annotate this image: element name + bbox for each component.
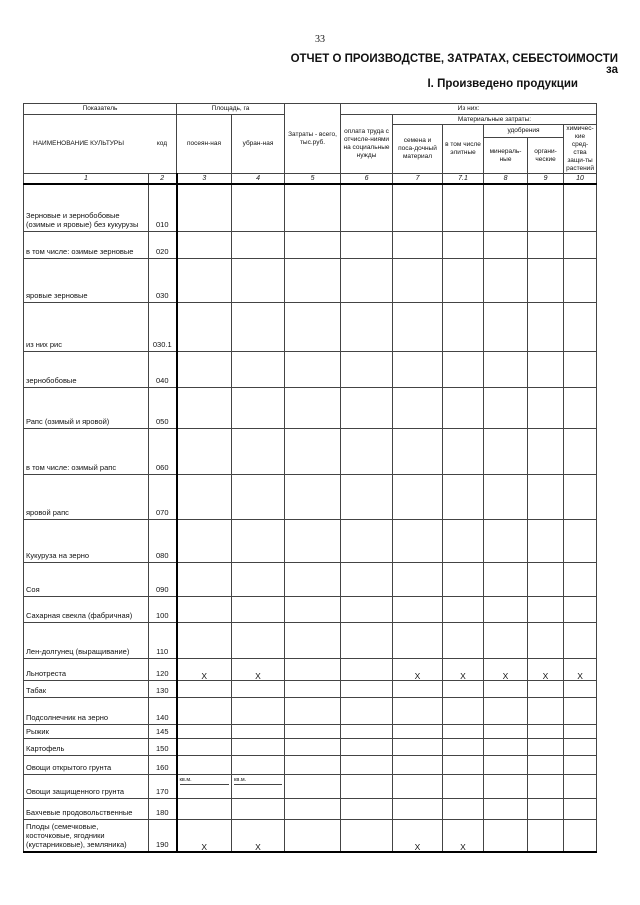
data-entry-cell[interactable] — [285, 774, 341, 798]
row-code-cell: 040 — [149, 351, 177, 387]
data-entry-cell[interactable] — [443, 428, 484, 474]
data-entry-cell[interactable] — [341, 474, 393, 519]
data-entry-cell[interactable] — [528, 680, 564, 697]
row-code-cell: 070 — [149, 474, 177, 519]
data-entry-cell[interactable] — [528, 755, 564, 774]
table-row — [24, 680, 597, 697]
data-entry-cell[interactable] — [528, 387, 564, 428]
data-entry-cell[interactable] — [443, 596, 484, 622]
data-entry-cell[interactable] — [393, 351, 443, 387]
data-entry-cell[interactable] — [484, 724, 528, 738]
data-entry-cell[interactable] — [484, 798, 528, 819]
data-entry-cell[interactable] — [232, 697, 285, 724]
crop-name-cell: в том числе: озимый рапс — [24, 428, 149, 474]
x-mark-cell[interactable]: X — [484, 658, 528, 680]
data-entry-cell[interactable] — [564, 428, 597, 474]
data-entry-cell[interactable] — [232, 680, 285, 697]
table-row — [24, 302, 597, 351]
row-code-cell: 120 — [149, 658, 177, 680]
x-mark-cell[interactable]: X — [232, 658, 285, 680]
row-code-cell: 060 — [149, 428, 177, 474]
header-area: Площадь, га — [177, 104, 285, 115]
data-entry-cell[interactable] — [232, 231, 285, 258]
production-table — [23, 103, 597, 853]
data-entry-cell[interactable] — [443, 258, 484, 302]
table-row — [24, 738, 597, 755]
header-incl-elite: в том числе элитные — [443, 125, 484, 174]
data-entry-cell[interactable] — [285, 738, 341, 755]
data-entry-cell[interactable] — [484, 596, 528, 622]
data-entry-cell[interactable] — [484, 738, 528, 755]
data-entry-cell[interactable] — [177, 519, 232, 562]
unit-label: кв.м. — [234, 775, 282, 785]
x-mark-cell[interactable]: X — [443, 819, 484, 852]
table-row — [24, 387, 597, 428]
table-row — [24, 351, 597, 387]
data-entry-cell[interactable] — [443, 231, 484, 258]
data-entry-cell[interactable] — [484, 351, 528, 387]
header-seeds: семена и поса-дочный материал — [393, 125, 443, 174]
crop-name-cell: Рапс (озимый и яровой) — [24, 387, 149, 428]
data-entry-cell[interactable] — [484, 755, 528, 774]
crop-name-cell: Сахарная свекла (фабричная) — [24, 596, 149, 622]
header-chemical: химичес-кие сред-ства защи-ты растений — [564, 125, 597, 174]
data-entry-cell[interactable] — [564, 774, 597, 798]
data-entry-cell[interactable] — [564, 697, 597, 724]
data-entry-cell[interactable] — [341, 724, 393, 738]
data-entry-cell[interactable] — [564, 258, 597, 302]
data-entry-cell[interactable] — [232, 622, 285, 658]
data-entry-cell[interactable] — [528, 596, 564, 622]
data-entry-cell[interactable] — [177, 351, 232, 387]
row-code-cell: 170 — [149, 774, 177, 798]
column-number-11: 10 — [564, 174, 597, 185]
data-entry-cell[interactable] — [393, 774, 443, 798]
data-entry-cell[interactable] — [528, 562, 564, 596]
data-entry-cell[interactable] — [484, 428, 528, 474]
data-entry-cell[interactable] — [393, 697, 443, 724]
data-entry-cell[interactable] — [341, 798, 393, 819]
data-entry-cell[interactable] — [177, 474, 232, 519]
data-entry-cell[interactable] — [232, 428, 285, 474]
row-code-cell: 190 — [149, 819, 177, 852]
data-entry-cell[interactable] — [341, 680, 393, 697]
data-entry-cell[interactable] — [341, 258, 393, 302]
data-entry-cell[interactable] — [285, 474, 341, 519]
data-entry-cell[interactable] — [484, 231, 528, 258]
header-sown: посеян-ная — [177, 115, 232, 174]
table-row — [24, 658, 597, 680]
data-entry-cell[interactable] — [393, 755, 443, 774]
crop-name-cell: Зерновые и зернобобовые (озимые и яровые) без кукурузы — [24, 184, 149, 231]
x-mark-cell[interactable]: X — [393, 658, 443, 680]
table-row — [24, 724, 597, 738]
x-mark-cell[interactable]: X — [177, 819, 232, 852]
data-entry-cell[interactable] — [341, 819, 393, 852]
header-costs-total: Затраты - всего, тыс.руб. — [285, 104, 341, 174]
header-fertilizers: удобрения — [484, 125, 564, 138]
crop-name-cell: Картофель — [24, 738, 149, 755]
row-code-cell: 030 — [149, 258, 177, 302]
data-entry-cell[interactable] — [484, 819, 528, 852]
data-entry-cell[interactable] — [528, 258, 564, 302]
data-entry-cell[interactable] — [393, 622, 443, 658]
data-entry-cell[interactable] — [484, 562, 528, 596]
column-number-5: 5 — [285, 174, 341, 185]
data-entry-cell[interactable] — [393, 562, 443, 596]
header-indicator: Показатель — [24, 104, 177, 115]
data-entry-cell[interactable] — [285, 798, 341, 819]
data-entry-cell[interactable] — [177, 680, 232, 697]
crop-name-cell: яровой рапс — [24, 474, 149, 519]
data-entry-cell[interactable] — [285, 184, 341, 231]
data-entry-cell[interactable] — [484, 474, 528, 519]
data-entry-cell[interactable] — [285, 302, 341, 351]
data-entry-cell[interactable] — [393, 302, 443, 351]
row-code-cell: 080 — [149, 519, 177, 562]
data-entry-cell[interactable] — [341, 622, 393, 658]
row-code-cell: 090 — [149, 562, 177, 596]
page-number: 33 — [315, 34, 325, 45]
data-entry-cell[interactable] — [564, 184, 597, 231]
row-code-cell: 020 — [149, 231, 177, 258]
data-entry-cell[interactable] — [285, 819, 341, 852]
table-row — [24, 474, 597, 519]
header-organic: органи-ческие — [528, 138, 564, 174]
data-entry-cell[interactable] — [484, 774, 528, 798]
data-entry-cell[interactable] — [443, 184, 484, 231]
row-code-cell: 050 — [149, 387, 177, 428]
data-entry-cell[interactable] — [484, 680, 528, 697]
data-entry-cell[interactable] — [341, 774, 393, 798]
data-entry-cell[interactable] — [393, 680, 443, 697]
row-code-cell: 010 — [149, 184, 177, 231]
data-entry-cell[interactable] — [341, 302, 393, 351]
data-entry-cell[interactable] — [528, 798, 564, 819]
data-entry-cell[interactable] — [232, 387, 285, 428]
data-entry-cell[interactable] — [232, 738, 285, 755]
data-entry-cell[interactable] — [528, 774, 564, 798]
data-entry-cell[interactable] — [484, 302, 528, 351]
column-number-row — [24, 174, 597, 185]
data-entry-cell[interactable] — [564, 562, 597, 596]
data-entry-cell[interactable] — [177, 724, 232, 738]
data-entry-cell[interactable] — [232, 184, 285, 231]
data-entry-cell[interactable] — [564, 474, 597, 519]
data-entry-cell[interactable] — [564, 755, 597, 774]
table-row — [24, 231, 597, 258]
crop-name-cell: Овощи открытого грунта — [24, 755, 149, 774]
header-mineral: минераль-ные — [484, 138, 528, 174]
column-number-10: 9 — [528, 174, 564, 185]
data-entry-cell[interactable] — [285, 680, 341, 697]
data-entry-cell[interactable] — [232, 258, 285, 302]
data-entry-cell[interactable] — [528, 184, 564, 231]
data-entry-cell[interactable] — [285, 697, 341, 724]
unit-label: кв.м. — [180, 775, 230, 785]
table-row — [24, 622, 597, 658]
crop-name-cell: зернобобовые — [24, 351, 149, 387]
data-entry-cell[interactable] — [285, 428, 341, 474]
x-mark-cell[interactable]: X — [177, 658, 232, 680]
data-entry-cell[interactable] — [564, 519, 597, 562]
column-number-7: 7 — [393, 174, 443, 185]
table-row — [24, 697, 597, 724]
data-entry-cell[interactable] — [177, 231, 232, 258]
data-entry-cell[interactable] — [341, 697, 393, 724]
data-entry-cell[interactable] — [393, 519, 443, 562]
data-entry-cell[interactable] — [177, 622, 232, 658]
data-entry-cell[interactable] — [443, 680, 484, 697]
row-code-cell: 140 — [149, 697, 177, 724]
data-entry-cell[interactable] — [564, 680, 597, 697]
data-entry-cell[interactable] — [232, 302, 285, 351]
report-title-line1: ОТЧЕТ О ПРОИЗВОДСТВЕ, ЗАТРАТАХ, СЕБЕСТОИМОСТИ — [290, 53, 618, 65]
data-entry-cell[interactable] — [393, 231, 443, 258]
data-entry-cell[interactable] — [443, 774, 484, 798]
data-entry-cell[interactable] — [443, 724, 484, 738]
data-entry-cell[interactable] — [177, 738, 232, 755]
x-mark-cell[interactable]: X — [232, 819, 285, 852]
crop-name-cell: Табак — [24, 680, 149, 697]
table-header — [24, 104, 597, 185]
data-entry-cell[interactable] — [177, 387, 232, 428]
crop-name-cell: Кукуруза на зерно — [24, 519, 149, 562]
table-row — [24, 562, 597, 596]
column-number-4: 4 — [232, 174, 285, 185]
data-entry-cell[interactable] — [564, 231, 597, 258]
data-entry-cell[interactable] — [341, 738, 393, 755]
data-entry-cell[interactable] — [484, 622, 528, 658]
data-entry-cell[interactable] — [564, 351, 597, 387]
data-entry-cell[interactable] — [177, 258, 232, 302]
data-entry-cell[interactable] — [341, 428, 393, 474]
data-entry-cell[interactable] — [528, 819, 564, 852]
table-body — [24, 184, 597, 852]
data-entry-cell[interactable] — [285, 258, 341, 302]
row-code-cell: 180 — [149, 798, 177, 819]
row-code-cell: 145 — [149, 724, 177, 738]
data-entry-cell[interactable] — [393, 724, 443, 738]
data-entry-cell[interactable] — [232, 724, 285, 738]
row-code-cell: 030.1 — [149, 302, 177, 351]
data-entry-cell[interactable] — [528, 302, 564, 351]
data-entry-cell[interactable] — [285, 387, 341, 428]
data-entry-cell[interactable] — [528, 697, 564, 724]
unit-cell[interactable] — [232, 774, 285, 798]
column-number-3: 3 — [177, 174, 232, 185]
data-entry-cell[interactable] — [341, 755, 393, 774]
table-row — [24, 774, 597, 798]
data-entry-cell[interactable] — [177, 798, 232, 819]
data-entry-cell[interactable] — [341, 519, 393, 562]
data-entry-cell[interactable] — [443, 302, 484, 351]
section-title: I. Произведено продукции — [427, 78, 578, 90]
crop-name-cell: яровые зерновые — [24, 258, 149, 302]
data-entry-cell[interactable] — [393, 474, 443, 519]
unit-cell[interactable] — [177, 774, 232, 798]
data-entry-cell[interactable] — [177, 184, 232, 231]
data-entry-cell[interactable] — [341, 231, 393, 258]
data-entry-cell[interactable] — [285, 596, 341, 622]
column-number-8: 7.1 — [443, 174, 484, 185]
crop-name-cell: Льнотреста — [24, 658, 149, 680]
data-entry-cell[interactable] — [528, 622, 564, 658]
data-entry-cell[interactable] — [443, 738, 484, 755]
table-row — [24, 755, 597, 774]
row-code-cell: 160 — [149, 755, 177, 774]
report-title-line2: за — [606, 64, 618, 76]
data-entry-cell[interactable] — [484, 184, 528, 231]
data-entry-cell[interactable] — [285, 755, 341, 774]
column-number-9: 8 — [484, 174, 528, 185]
data-entry-cell[interactable] — [341, 596, 393, 622]
data-entry-cell[interactable] — [341, 351, 393, 387]
data-entry-cell[interactable] — [232, 351, 285, 387]
data-entry-cell[interactable] — [443, 697, 484, 724]
data-entry-cell[interactable] — [232, 798, 285, 819]
data-entry-cell[interactable] — [443, 351, 484, 387]
data-entry-cell[interactable] — [443, 755, 484, 774]
crop-name-cell: из них рис — [24, 302, 149, 351]
data-entry-cell[interactable] — [177, 302, 232, 351]
data-entry-cell[interactable] — [443, 387, 484, 428]
data-entry-cell[interactable] — [393, 596, 443, 622]
header-crop-name — [24, 115, 177, 174]
data-entry-cell[interactable] — [393, 258, 443, 302]
data-entry-cell[interactable] — [285, 231, 341, 258]
data-entry-cell[interactable] — [393, 184, 443, 231]
data-entry-cell[interactable] — [484, 697, 528, 724]
table-row — [24, 798, 597, 819]
crop-name-cell: в том числе: озимые зерновые — [24, 231, 149, 258]
data-entry-cell[interactable] — [232, 562, 285, 596]
row-code-cell: 150 — [149, 738, 177, 755]
crop-name-cell: Плоды (семечковые, косточковые, ягодники (кустарниковые), земляника) — [24, 819, 149, 852]
data-entry-cell[interactable] — [528, 231, 564, 258]
crop-name-cell: Лен-долгунец (выращивание) — [24, 622, 149, 658]
column-number-2: 2 — [149, 174, 177, 185]
header-harvested: убран-ная — [232, 115, 285, 174]
data-entry-cell[interactable] — [528, 428, 564, 474]
data-entry-cell[interactable] — [564, 596, 597, 622]
data-entry-cell[interactable] — [285, 622, 341, 658]
data-entry-cell[interactable] — [285, 351, 341, 387]
data-entry-cell[interactable] — [285, 724, 341, 738]
data-entry-cell[interactable] — [443, 622, 484, 658]
data-entry-cell[interactable] — [528, 738, 564, 755]
data-entry-cell[interactable] — [484, 519, 528, 562]
header-labor: оплата труда с отчисле-ниями на социальные нужды — [341, 115, 393, 174]
column-number-1: 1 — [24, 174, 149, 185]
data-entry-cell[interactable] — [443, 562, 484, 596]
data-entry-cell[interactable] — [232, 474, 285, 519]
data-entry-cell[interactable] — [177, 755, 232, 774]
row-code-cell: 100 — [149, 596, 177, 622]
data-entry-cell[interactable] — [528, 474, 564, 519]
data-entry-cell[interactable] — [393, 798, 443, 819]
header-code: код — [156, 140, 167, 147]
data-entry-cell[interactable] — [564, 798, 597, 819]
data-entry-cell[interactable] — [528, 519, 564, 562]
x-mark-cell[interactable]: X — [564, 658, 597, 680]
data-entry-cell[interactable] — [528, 724, 564, 738]
column-number-6: 6 — [341, 174, 393, 185]
data-entry-cell[interactable] — [564, 302, 597, 351]
data-entry-cell[interactable] — [285, 658, 341, 680]
table-row — [24, 184, 597, 231]
row-code-cell: 110 — [149, 622, 177, 658]
table-row — [24, 596, 597, 622]
table-row — [24, 819, 597, 852]
data-entry-cell[interactable] — [285, 519, 341, 562]
data-entry-cell[interactable] — [177, 697, 232, 724]
row-code-cell: 130 — [149, 680, 177, 697]
data-entry-cell[interactable] — [484, 258, 528, 302]
data-entry-cell[interactable] — [177, 428, 232, 474]
data-entry-cell[interactable] — [177, 596, 232, 622]
x-mark-cell[interactable]: X — [393, 819, 443, 852]
crop-name-cell: Соя — [24, 562, 149, 596]
table-row — [24, 428, 597, 474]
data-entry-cell[interactable] — [564, 622, 597, 658]
data-entry-cell[interactable] — [393, 387, 443, 428]
data-entry-cell[interactable] — [484, 387, 528, 428]
data-entry-cell[interactable] — [564, 819, 597, 852]
data-entry-cell[interactable] — [341, 562, 393, 596]
x-mark-cell[interactable]: X — [443, 658, 484, 680]
crop-name-cell: Рыжик — [24, 724, 149, 738]
report-title — [291, 54, 618, 76]
data-entry-cell[interactable] — [177, 562, 232, 596]
data-entry-cell[interactable] — [528, 351, 564, 387]
data-entry-cell[interactable] — [564, 724, 597, 738]
data-entry-cell[interactable] — [564, 387, 597, 428]
data-entry-cell[interactable] — [393, 738, 443, 755]
data-entry-cell[interactable] — [285, 562, 341, 596]
x-mark-cell[interactable]: X — [528, 658, 564, 680]
table-row — [24, 519, 597, 562]
data-entry-cell[interactable] — [393, 428, 443, 474]
data-entry-cell[interactable] — [443, 474, 484, 519]
data-entry-cell[interactable] — [443, 798, 484, 819]
data-entry-cell[interactable] — [443, 519, 484, 562]
data-entry-cell[interactable] — [341, 387, 393, 428]
crop-name-cell: Подсолнечник на зерно — [24, 697, 149, 724]
header-material-costs: Материальные затраты: — [393, 115, 597, 125]
table-row — [24, 258, 597, 302]
data-entry-cell[interactable] — [341, 184, 393, 231]
header-of-them: Из них: — [341, 104, 597, 115]
data-entry-cell[interactable] — [232, 755, 285, 774]
data-entry-cell[interactable] — [232, 519, 285, 562]
crop-name-cell: Бахчевые продовольственные — [24, 798, 149, 819]
crop-name-cell: Овощи защищенного грунта — [24, 774, 149, 798]
data-entry-cell[interactable] — [564, 738, 597, 755]
data-entry-cell[interactable] — [341, 658, 393, 680]
data-entry-cell[interactable] — [232, 596, 285, 622]
header-crop-name-label: НАИМЕНОВАНИЕ КУЛЬТУРЫ — [33, 140, 125, 147]
